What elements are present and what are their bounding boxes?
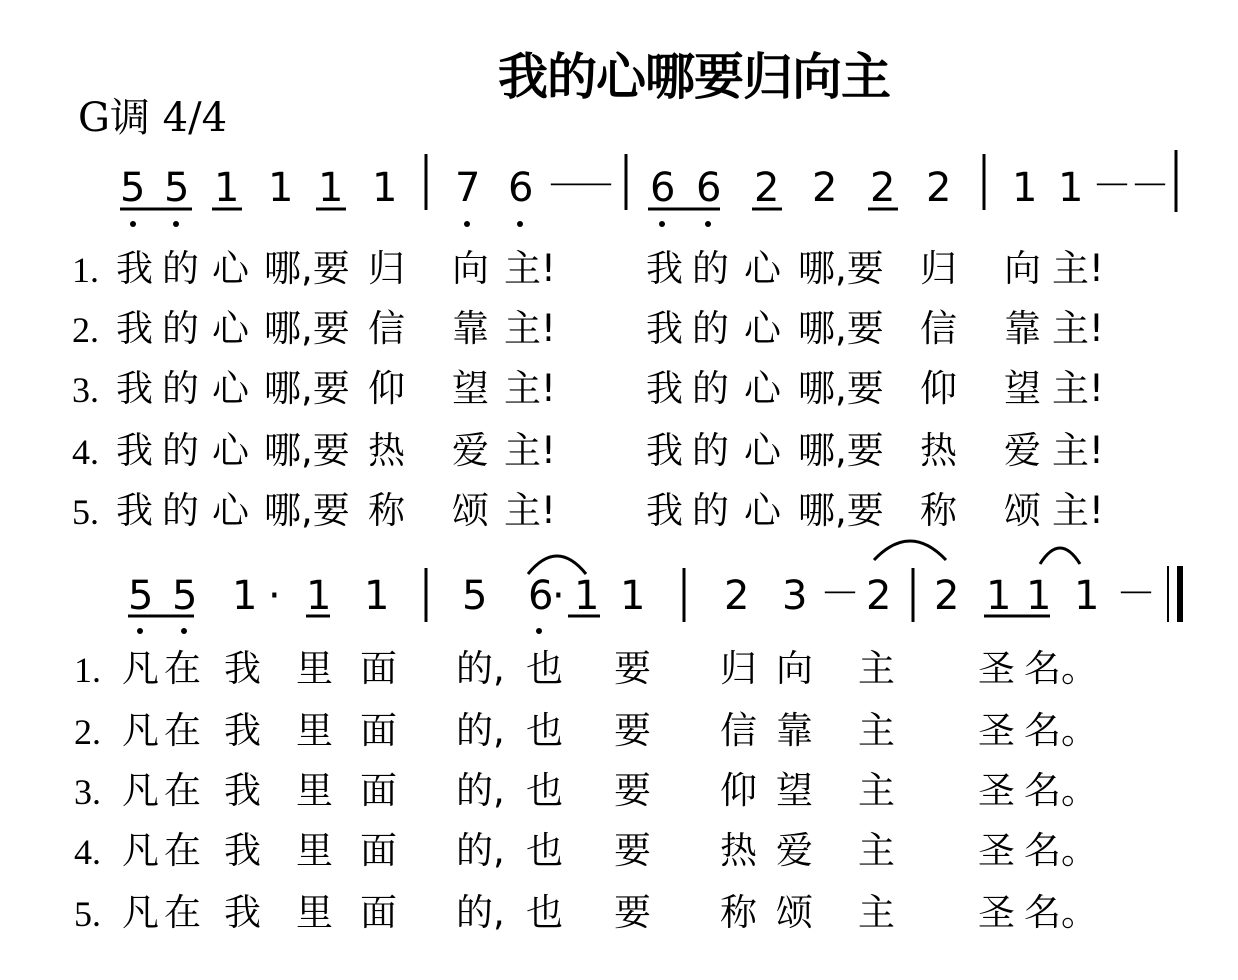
dash: － (546, 163, 586, 209)
lyric: 的, (456, 709, 505, 752)
lyric: 爱 (776, 829, 813, 872)
lyric: 在 (164, 891, 201, 934)
lyric: 热 (920, 429, 957, 472)
lyric: 在 (164, 709, 201, 752)
lyric: 也 (526, 891, 563, 934)
note: 5 (120, 165, 146, 211)
lyric: 心 (744, 489, 781, 532)
lyric: 心 (212, 247, 249, 290)
lyric: 哪,要 (264, 489, 350, 532)
lyric: 主! (1052, 429, 1104, 472)
lyric: 我 (224, 769, 261, 812)
lyric: 的 (162, 489, 199, 532)
verse-number: 5. (72, 492, 99, 532)
note: 1 (268, 165, 294, 211)
lyric: 的 (162, 247, 199, 290)
lyric: 向 (452, 247, 489, 290)
lyric: 面 (360, 891, 397, 934)
final-barline (1168, 566, 1180, 622)
slurs-2 (528, 541, 1080, 574)
lyric: 面 (360, 647, 397, 690)
note: 2 (866, 573, 892, 619)
lyric: 心 (744, 367, 781, 410)
lyric: 面 (360, 769, 397, 812)
note: 1 (986, 573, 1012, 619)
lyric: 的 (692, 247, 729, 290)
note: 2 (870, 165, 896, 211)
lyric: 我 (116, 429, 153, 472)
lyric: 哪,要 (798, 247, 884, 290)
lyric: 圣 (978, 647, 1015, 690)
lyric: 心 (212, 489, 249, 532)
lyric: 凡 (122, 891, 159, 934)
verse-number: 4. (72, 432, 99, 472)
lyric: 凡 (122, 769, 159, 812)
lyric: 面 (360, 829, 397, 872)
dash: － (1116, 571, 1156, 617)
lyric: 主 (858, 891, 895, 934)
lyric: 靠 (776, 709, 813, 752)
lyric: 我 (116, 367, 153, 410)
note: 5 (128, 573, 154, 619)
note: 1 (1074, 573, 1100, 619)
lyric: 心 (744, 429, 781, 472)
lyric: 主! (504, 489, 556, 532)
lyric: 在 (164, 647, 201, 690)
verse-number: 5. (74, 894, 101, 934)
lyric: 要 (614, 891, 651, 934)
lyric: 在 (164, 769, 201, 812)
lyric: 的, (456, 829, 505, 872)
lyric: 的 (162, 429, 199, 472)
lyric: 信 (720, 709, 757, 752)
lyric: 要 (614, 829, 651, 872)
note: 1 (364, 573, 390, 619)
lyric: 称 (368, 489, 405, 532)
lyric: 信 (920, 307, 957, 350)
note: 6 (508, 165, 534, 211)
verse-number: 4. (74, 832, 101, 872)
lyric: 哪,要 (798, 489, 884, 532)
lyric: 归 (720, 647, 757, 690)
lyric: 里 (296, 709, 333, 752)
lyric: 里 (296, 829, 333, 872)
note: 1 (306, 573, 332, 619)
lyric: 主 (858, 647, 895, 690)
lyric: 信 (368, 307, 405, 350)
lyric: 的 (162, 367, 199, 410)
lyric: 哪,要 (264, 307, 350, 350)
lyric: 主! (1052, 247, 1104, 290)
octave-dots-1 (130, 221, 711, 227)
lyric: 颂 (776, 891, 813, 934)
lyric: 圣 (978, 769, 1015, 812)
lyric: 归 (920, 247, 957, 290)
lyric: 也 (526, 709, 563, 752)
lyric: 我 (224, 891, 261, 934)
lyric: 也 (526, 769, 563, 812)
dot: · (552, 573, 565, 619)
lyric: 圣 (978, 709, 1015, 752)
key-signature: G调 4/4 (78, 95, 228, 141)
lyric: 我 (646, 429, 683, 472)
note: 6 (528, 573, 554, 619)
note: 6 (650, 165, 676, 211)
lyric: 我 (646, 307, 683, 350)
lyric: 主 (858, 829, 895, 872)
verse-number: 2. (72, 310, 99, 350)
lyric: 也 (526, 647, 563, 690)
lyric: 仰 (720, 769, 757, 812)
song-title: 我的心哪要归向主 (498, 48, 890, 106)
lyric: 主! (1052, 489, 1104, 532)
lyric: 心 (212, 429, 249, 472)
lyric: 哪,要 (264, 367, 350, 410)
lyric: 里 (296, 647, 333, 690)
lyric: 名。 (1024, 647, 1098, 690)
lyric: 哪,要 (798, 367, 884, 410)
verse-number: 3. (72, 370, 99, 410)
lyric: 名。 (1024, 769, 1098, 812)
note: 1 (372, 165, 398, 211)
lyric: 望 (452, 367, 489, 410)
lyric: 的, (456, 647, 505, 690)
lyric: 名。 (1024, 829, 1098, 872)
dot: · (268, 573, 281, 619)
lyric: 里 (296, 769, 333, 812)
note: 1 (1026, 573, 1052, 619)
note: 1 (620, 573, 646, 619)
lyric: 主! (504, 429, 556, 472)
lyric: 的, (456, 891, 505, 934)
lyric: 颂 (452, 489, 489, 532)
lyric: 哪,要 (264, 429, 350, 472)
verse-number: 2. (74, 712, 101, 752)
note: 1 (1012, 165, 1038, 211)
dash: － (820, 571, 860, 617)
lyric: 热 (720, 829, 757, 872)
note: 1 (574, 573, 600, 619)
lyric: 面 (360, 709, 397, 752)
lyric: 归 (368, 247, 405, 290)
lyric: 要 (614, 709, 651, 752)
lyric: 的, (456, 769, 505, 812)
note: 2 (724, 573, 750, 619)
lyric: 主! (504, 367, 556, 410)
note: 1 (214, 165, 240, 211)
lyric: 里 (296, 891, 333, 934)
lyric: 主 (858, 769, 895, 812)
lyric: 心 (212, 367, 249, 410)
lyric: 哪,要 (798, 307, 884, 350)
lyric: 名。 (1024, 891, 1098, 934)
note: 5 (462, 573, 488, 619)
note: 3 (782, 573, 808, 619)
note: 5 (164, 165, 190, 211)
lyric: 要 (614, 647, 651, 690)
lyric: 圣 (978, 891, 1015, 934)
lyric: 凡 (122, 647, 159, 690)
lyric: 的 (162, 307, 199, 350)
lyric: 圣 (978, 829, 1015, 872)
lyric: 主! (504, 307, 556, 350)
lyric: 靠 (452, 307, 489, 350)
lyric: 我 (116, 489, 153, 532)
lyric: 我 (116, 247, 153, 290)
dash: － (576, 163, 616, 209)
lyric: 心 (744, 307, 781, 350)
lyric: 要 (614, 769, 651, 812)
lyric: 心 (212, 307, 249, 350)
note: 1 (1058, 165, 1084, 211)
lyric: 我 (116, 307, 153, 350)
note: 2 (812, 165, 838, 211)
lyric: 的 (692, 307, 729, 350)
lyric: 名。 (1024, 709, 1098, 752)
lyric: 凡 (122, 709, 159, 752)
lyric: 主! (1052, 367, 1104, 410)
lyric: 向 (1004, 247, 1041, 290)
dash: － (1130, 163, 1170, 209)
note: 2 (754, 165, 780, 211)
dash: － (1092, 163, 1132, 209)
lyric: 向 (776, 647, 813, 690)
lyric: 我 (646, 247, 683, 290)
lyric: 在 (164, 829, 201, 872)
lyric: 爱 (452, 429, 489, 472)
lyric: 望 (1004, 367, 1041, 410)
lyric: 爱 (1004, 429, 1041, 472)
lyric: 的 (692, 429, 729, 472)
lyric: 我 (224, 709, 261, 752)
note: 5 (172, 573, 198, 619)
note: 1 (318, 165, 344, 211)
lyric: 仰 (368, 367, 405, 410)
lyric: 我 (646, 489, 683, 532)
lyric: 也 (526, 829, 563, 872)
lyric: 称 (920, 489, 957, 532)
lyric: 的 (692, 489, 729, 532)
lyric: 哪,要 (264, 247, 350, 290)
lyric: 的 (692, 367, 729, 410)
lyric: 称 (720, 891, 757, 934)
note: 1 (232, 573, 258, 619)
lyric: 凡 (122, 829, 159, 872)
lyric: 靠 (1004, 307, 1041, 350)
lyric: 望 (776, 769, 813, 812)
lyric: 主 (858, 709, 895, 752)
octave-dots-2 (137, 628, 542, 634)
note: 6 (696, 165, 722, 211)
lyric: 主! (1052, 307, 1104, 350)
lyric: 颂 (1004, 489, 1041, 532)
verse-number: 1. (74, 650, 101, 690)
lyric: 我 (224, 829, 261, 872)
verse-number: 3. (74, 772, 101, 812)
lyric: 主! (504, 247, 556, 290)
lyric: 心 (744, 247, 781, 290)
lyric: 我 (646, 367, 683, 410)
verse-number: 1. (72, 250, 99, 290)
note: 2 (934, 573, 960, 619)
lyric: 热 (368, 429, 405, 472)
note: 7 (455, 165, 481, 211)
note: 2 (926, 165, 952, 211)
lyric: 仰 (920, 367, 957, 410)
lyric: 我 (224, 647, 261, 690)
lyric: 哪,要 (798, 429, 884, 472)
